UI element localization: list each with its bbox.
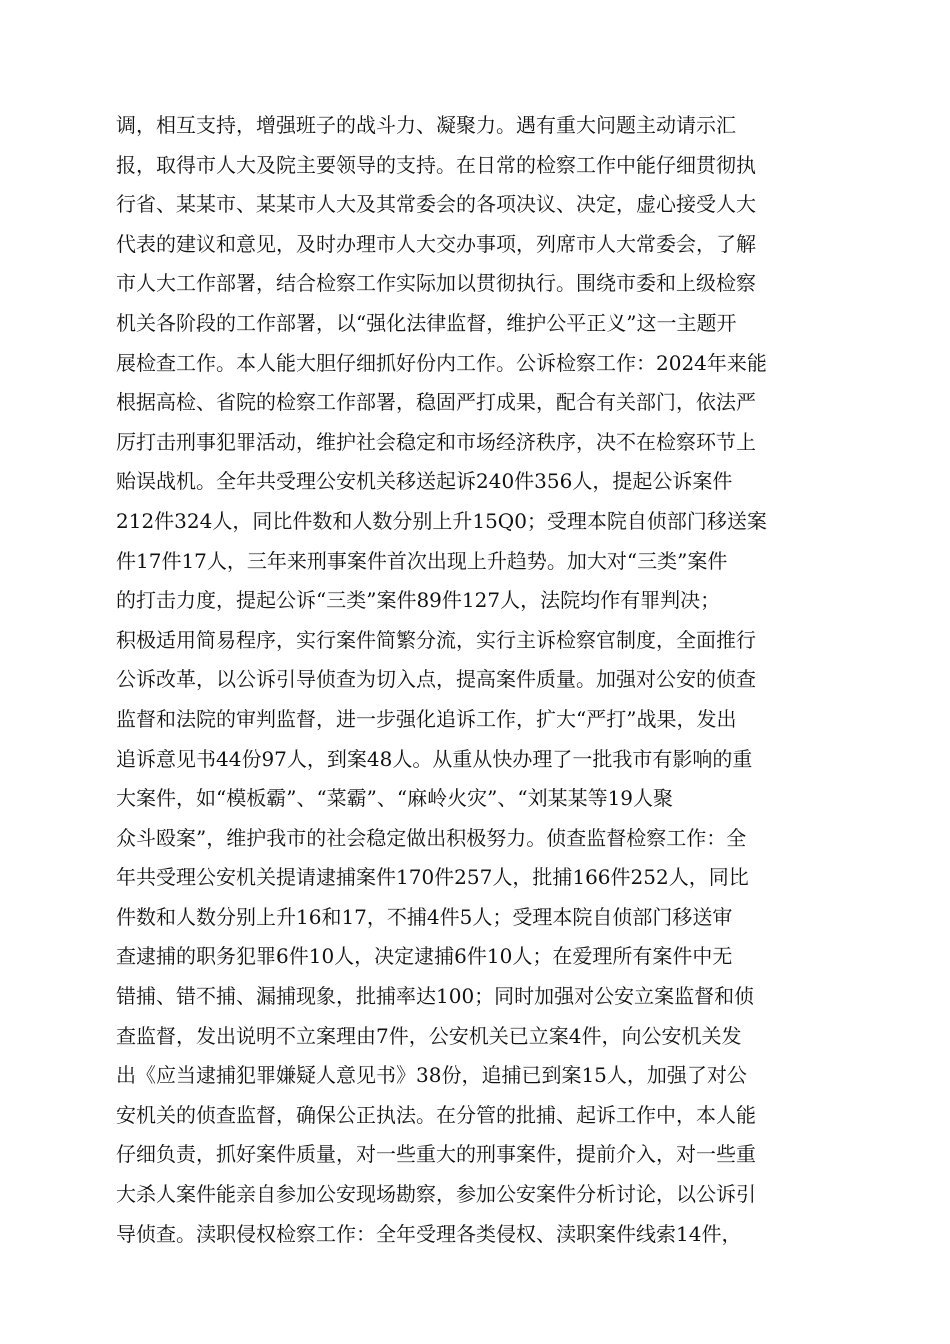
text-line: 大杀人案件能亲自参加公安现场勘察，参加公安案件分析讨论，以公诉引 <box>116 1182 756 1207</box>
text-line: 监督和法院的审判监督，进一步强化追诉工作，扩大“严打”战果，发出 <box>116 706 737 731</box>
text-line: 出《应当逮捕犯罪嫌疑人意见书》38份，追捕已到案15人，加强了对公 <box>116 1063 747 1088</box>
text-line: 贻误战机。全年共受理公安机关移送起诉240件356人，提起公诉案件 <box>116 469 733 494</box>
text-line: 厉打击刑事犯罪活动，维护社会稳定和市场经济秩序，决不在检察环节上 <box>116 429 756 454</box>
text-line: 报，取得市人大及院主要领导的支持。在日常的检察工作中能仔细贯彻执 <box>116 152 756 177</box>
text-line: 的打击力度，提起公诉“三类”案件89件127人，法院均作有罪判决； <box>116 588 721 613</box>
text-line: 查逮捕的职务犯罪6件10人，决定逮捕6件10人；在爱理所有案件中无 <box>116 944 733 969</box>
body-text <box>116 106 838 1254</box>
text-line: 代表的建议和意见，及时办理市人大交办事项，列席市人大常委会，了解 <box>116 231 756 256</box>
text-line: 错捕、错不捕、漏捕现象，批捕率达100；同时加强对公安立案监督和侦 <box>116 984 755 1009</box>
text-line: 大案件，如“模板霸”、“菜霸”、“麻岭火灾”、“刘某某等19人聚 <box>116 786 674 811</box>
text-line: 众斗殴案”，维护我市的社会稳定做出积极努力。侦查监督检察工作：全 <box>116 825 747 850</box>
text-line: 公诉改革，以公诉引导侦查为切入点，提高案件质量。加强对公安的侦查 <box>116 667 756 692</box>
text-line: 件数和人数分别上升16和17，不捕4件5人；受理本院自侦部门移送审 <box>116 904 733 929</box>
text-line: 安机关的侦查监督，确保公正执法。在分管的批捕、起诉工作中，本人能 <box>116 1102 756 1127</box>
text-line: 积极适用简易程序，实行案件简繁分流，实行主诉检察官制度，全面推行 <box>116 627 756 652</box>
text-line: 件17件17人，三年来刑事案件首次出现上升趋势。加大对“三类”案件 <box>116 548 728 573</box>
text-line: 展检查工作。本人能大胆仔细抓好份内工作。公诉检察工作：2024年来能 <box>116 350 767 375</box>
text-line: 根据高检、省院的检察工作部署，稳固严打成果，配合有关部门，依法严 <box>116 390 756 415</box>
text-line: 行省、某某市、某某市人大及其常委会的各项决议、决定，虚心接受人大 <box>116 192 756 217</box>
text-line: 调，相互支持，增强班子的战斗力、凝聚力。遇有重大问题主动请示汇 <box>116 113 736 137</box>
text-line: 查监督，发出说明不立案理由7件，公安机关已立案4件，向公安机关发 <box>116 1023 742 1048</box>
text-line: 仔细负责，抓好案件质量，对一些重大的刑事案件，提前介入，对一些重 <box>116 1142 756 1167</box>
text-line: 212件324人，同比件数和人数分别上升15Q0；受理本院自侦部门移送案 <box>116 508 767 533</box>
text-line: 市人大工作部署，结合检察工作实际加以贯彻执行。围绕市委和上级检察 <box>116 271 756 296</box>
text-line: 机关各阶段的工作部署，以“强化法律监督，维护公平正义”这一主题开 <box>116 310 737 335</box>
text-line: 导侦查。渎职侵权检察工作：全年受理各类侵权、渎职案件线索14件， <box>116 1221 742 1246</box>
text-line: 追诉意见书44份97人，到案48人。从重从快办理了一批我市有影响的重 <box>116 746 753 771</box>
text-line: 年共受理公安机关提请逮捕案件170件257人，批捕166件252人，同比 <box>116 865 749 890</box>
